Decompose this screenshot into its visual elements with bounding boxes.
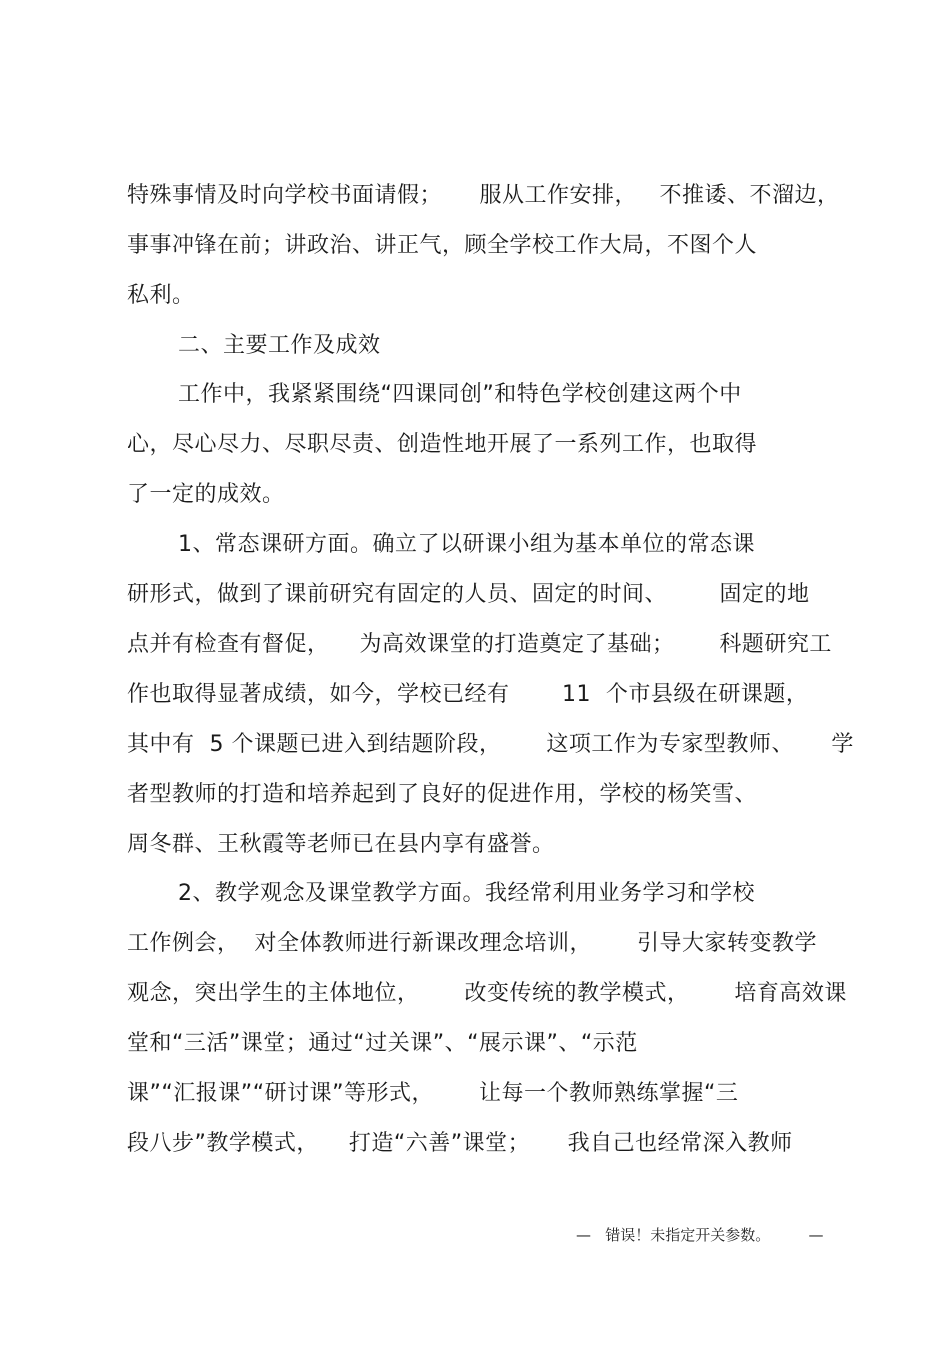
text-line: 者型教师的打造和培养起到了良好的促进作用，学校的杨笑雪、 — [127, 782, 758, 807]
text-line: 工作例会， 对全体教师进行新课改理念培训， 引导大家转变教学 — [127, 931, 817, 956]
text-line: 工作中，我紧紧围绕“四课同创”和特色学校创建这两个中 — [178, 382, 742, 407]
text-line: 点并有检查有督促， 为高效课堂的打造奠定了基础； 科题研究工 — [127, 632, 832, 657]
text-line: 作也取得显著成绩，如今，学校已经有 11 个市县级在研课题， — [127, 682, 809, 707]
text-line: 2、教学观念及课堂教学方面。我经常利用业务学习和学校 — [178, 881, 755, 906]
page-footer: — 错误！未指定开关参数。 — — [576, 1226, 824, 1244]
text-line: 特殊事情及时向学校书面请假； 服从工作安排， 不推诿、不溜边， — [127, 183, 840, 208]
text-line: 研形式，做到了课前研究有固定的人员、固定的时间、 固定的地 — [127, 582, 810, 607]
text-line: 了一定的成效。 — [127, 482, 285, 507]
text-line: 事事冲锋在前；讲政治、讲正气，顾全学校工作大局，不图个人 — [127, 233, 758, 258]
text-line: 段八步”教学模式， 打造“六善”课堂； 我自己也经常深入教师 — [127, 1131, 793, 1156]
text-line: 1、常态课研方面。确立了以研课小组为基本单位的常态课 — [178, 532, 755, 557]
text-line: 课”“汇报课”“研讨课”等形式， 让每一个教师熟练掌握“三 — [127, 1081, 739, 1106]
text-line: 心，尽心尽力、尽职尽责、创造性地开展了一系列工作，也取得 — [127, 432, 758, 457]
text-line: 周冬群、王秋霞等老师已在县内享有盛誉。 — [127, 832, 555, 857]
text-line: 观念，突出学生的主体地位， 改变传统的教学模式， 培育高效课 — [127, 981, 847, 1006]
text-line: 私利。 — [127, 283, 195, 308]
text-line: 其中有 5 个课题已进入到结题阶段， 这项工作为专家型教师、 学 — [127, 732, 854, 757]
text-line: 堂和“三活”课堂；通过“过关课”、“展示课”、“示范 — [127, 1031, 638, 1056]
section-heading: 二、主要工作及成效 — [178, 333, 381, 358]
